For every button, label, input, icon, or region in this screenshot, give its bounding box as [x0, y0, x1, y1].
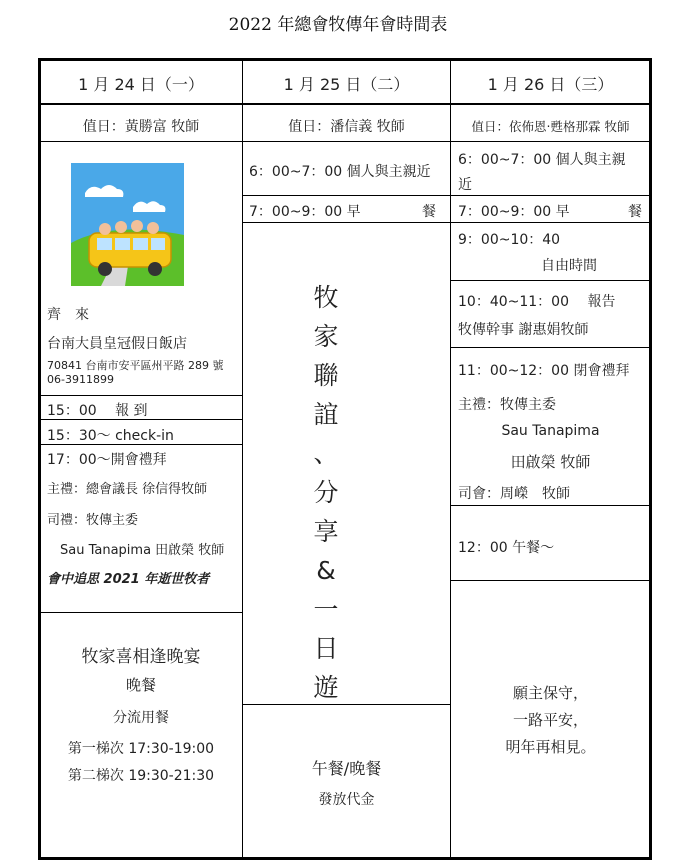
activity-char: 誼: [313, 400, 339, 429]
duty-jan25: 值日：潘信義 牧師: [288, 119, 405, 135]
breakfast-time: 7：00~9：00 早: [249, 204, 361, 220]
row-rule: [450, 347, 652, 348]
opening-host: 主禮：總會議長 徐信得牧師: [47, 482, 208, 497]
bus-travel-icon: [71, 163, 184, 286]
row-rule: [38, 395, 242, 396]
breakfast-label-26: 餐: [628, 204, 642, 220]
day-header-jan24: 1 月 24 日（一）: [78, 75, 204, 94]
hotel-phone: 06-3911899: [47, 373, 114, 386]
fellowship-trip-vertical: [306, 278, 346, 707]
duty-rule: [38, 141, 652, 142]
banquet-title: 牧家喜相逢晚宴: [81, 647, 201, 667]
banquet-sub: 晚餐: [125, 676, 156, 694]
report-speaker: 牧傳幹事 謝惠娟牧師: [458, 322, 589, 338]
free-time-range: 9：00~10：40: [458, 232, 561, 248]
banquet-note: 分流用餐: [113, 710, 169, 726]
activity-char: 牧: [313, 283, 339, 312]
row-rule: [242, 195, 450, 196]
devotion-slot: 6：00~7：00 個人與主親近: [249, 164, 431, 180]
closing-mc: 司會：周嶸 牧師: [458, 486, 570, 502]
breakfast-time-26: 7：00~9：00 早: [458, 204, 570, 220]
closing-worship: 11：00~12：00 閉會禮拜: [458, 363, 630, 379]
page-title: 2022 年總會牧傳年會時間表: [228, 15, 448, 35]
farewell-line-3: 明年再相見。: [505, 738, 596, 756]
closing-host-name-2: 田啟榮 牧師: [510, 453, 591, 471]
devotion-slot-b: 近: [458, 177, 472, 193]
row-rule: [242, 222, 450, 223]
row-rule: [450, 580, 652, 581]
lunch-slot: 12：00 午餐～: [458, 540, 555, 556]
row-rule: [242, 704, 450, 705]
free-time-label: 自由時間: [541, 258, 597, 274]
activity-char: &: [316, 556, 336, 585]
activity-char: 日: [313, 634, 339, 663]
memorial-note: 會中追思 2021 年逝世牧者: [47, 572, 210, 587]
checkin-1530: 15：30～ check-in: [47, 428, 174, 444]
meal-title: 午餐/晚餐: [311, 759, 382, 778]
activity-char: 分: [313, 478, 339, 507]
day-header-jan25: 1 月 25 日（二）: [283, 75, 410, 94]
row-rule: [450, 195, 652, 196]
opening-worship: 17：00～開會禮拜: [47, 452, 167, 468]
activity-char: 享: [313, 517, 339, 546]
activity-char: 遊: [313, 673, 339, 702]
banquet-session-1: 第一梯次 17:30-19:00: [67, 741, 215, 757]
breakfast-label: 餐: [422, 204, 436, 220]
row-rule: [450, 222, 652, 223]
duty-jan26: 值日：依佈恩‧甦格那霖 牧師: [471, 119, 630, 134]
farewell-line-2: 一路平安，: [512, 711, 588, 729]
checkin-1500: 15：00 報 到: [47, 403, 148, 419]
closing-host: 主禮：牧傳主委: [458, 397, 556, 413]
closing-host-name-1: Sau Tanapima: [501, 423, 600, 439]
day-header-jan26: 1 月 26 日（三）: [487, 75, 614, 94]
row-rule: [450, 505, 652, 506]
gather-label: 齊 來: [47, 307, 89, 323]
activity-char: 、: [313, 439, 339, 468]
row-rule: [38, 612, 242, 613]
devotion-slot-a: 6：00~7：00 個人與主親: [458, 152, 626, 168]
report-slot: 10：40~11：00 報告: [458, 294, 616, 310]
hotel-name: 台南大員皇冠假日飯店: [47, 336, 187, 352]
opening-mc: 司禮：牧傳主委: [47, 513, 139, 528]
column-divider: [242, 58, 243, 860]
farewell-line-1: 願主保守，: [512, 684, 588, 702]
header-rule: [38, 103, 652, 105]
opening-mc-name: Sau Tanapima 田啟榮 牧師: [60, 543, 225, 558]
meal-note: 發放代金: [318, 792, 375, 808]
activity-char: 一: [313, 595, 339, 624]
row-rule: [450, 280, 652, 281]
activity-char: 聯: [313, 361, 339, 390]
duty-jan24: 值日：黃勝富 牧師: [82, 119, 200, 135]
banquet-session-2: 第二梯次 19:30-21:30: [67, 768, 215, 784]
hotel-address: 70841 台南市安平區州平路 289 號: [47, 359, 224, 372]
activity-char: 家: [313, 322, 339, 351]
